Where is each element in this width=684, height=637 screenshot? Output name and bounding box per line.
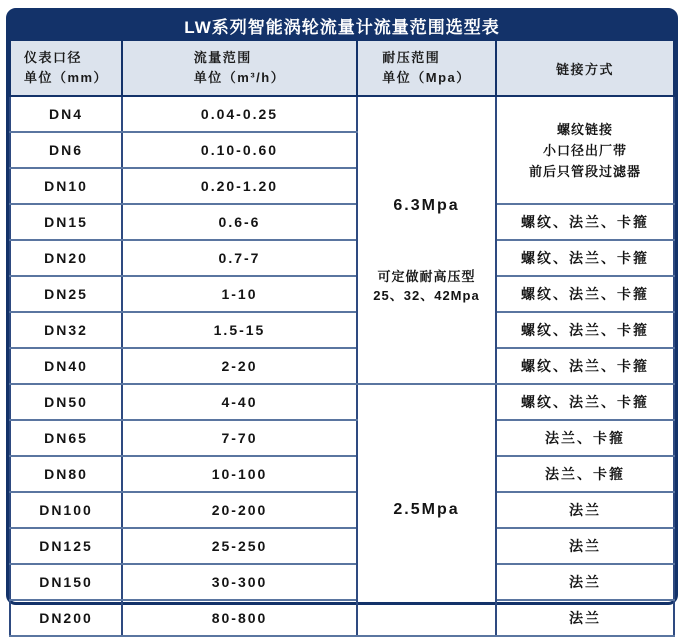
diameter-cell: DN200 (10, 600, 122, 636)
table-row (10, 600, 674, 636)
header-row (10, 40, 674, 96)
flow-range-cell: 10-100 (122, 456, 357, 492)
pressure-cell-low-group (357, 384, 496, 636)
connection-merged-line1: 螺纹链接 (556, 121, 613, 137)
table-row (10, 312, 674, 348)
diameter-cell: DN32 (10, 312, 122, 348)
col-header-connection-label: 链接方式 (555, 61, 614, 77)
diameter-cell: DN20 (10, 240, 122, 276)
diameter-cell: DN4 (10, 96, 122, 132)
connection-cell: 螺纹、法兰、卡箍 (496, 384, 674, 420)
flow-range-cell: 1-10 (122, 276, 357, 312)
col-header-connection (496, 40, 674, 96)
col-header-diameter-line2: 单位（mm） (23, 70, 109, 85)
flow-range-cell: 0.10-0.60 (122, 132, 357, 168)
diameter-cell: DN15 (10, 204, 122, 240)
table-row (10, 492, 674, 528)
col-header-diameter (10, 40, 122, 96)
table-row (10, 456, 674, 492)
table-row (10, 204, 674, 240)
diameter-cell: DN25 (10, 276, 122, 312)
page-title: LW系列智能涡轮流量计流量范围选型表 (9, 11, 675, 39)
connection-cell: 螺纹、法兰、卡箍 (496, 204, 674, 240)
flow-range-cell: 4-40 (122, 384, 357, 420)
pressure-note-line1: 可定做耐高压型 (377, 269, 476, 284)
flow-range-cell: 7-70 (122, 420, 357, 456)
table-row (10, 384, 674, 420)
connection-cell: 法兰 (496, 492, 674, 528)
diameter-cell: DN65 (10, 420, 122, 456)
connection-cell: 螺纹、法兰、卡箍 (496, 276, 674, 312)
pressure-note-line2: 25、32、42Mpa (373, 288, 480, 303)
diameter-cell: DN40 (10, 348, 122, 384)
flow-range-cell: 0.20-1.20 (122, 168, 357, 204)
connection-merged-line2: 小口径出厂带 (542, 142, 627, 158)
flow-range-cell: 25-250 (122, 528, 357, 564)
diameter-cell: DN10 (10, 168, 122, 204)
table-row (10, 240, 674, 276)
col-header-pressure-line1: 耐压范围 (382, 50, 441, 65)
diameter-cell: DN125 (10, 528, 122, 564)
connection-cell: 法兰、卡箍 (496, 420, 674, 456)
flow-range-cell: 80-800 (122, 600, 357, 636)
flow-range-cell: 0.6-6 (122, 204, 357, 240)
diameter-cell: DN150 (10, 564, 122, 600)
connection-cell: 螺纹、法兰、卡箍 (496, 348, 674, 384)
col-header-flow-range (122, 40, 357, 96)
table-row (10, 276, 674, 312)
pressure-value: 6.3Mpa (393, 197, 460, 214)
table-row (10, 564, 674, 600)
col-header-flow-line1: 流量范围 (193, 50, 252, 65)
col-header-flow-line2: 单位（m³/h） (193, 70, 286, 85)
connection-cell: 法兰 (496, 600, 674, 636)
diameter-cell: DN50 (10, 384, 122, 420)
table-row (10, 96, 674, 132)
connection-cell: 法兰 (496, 528, 674, 564)
table-row (10, 420, 674, 456)
flow-range-cell: 0.04-0.25 (122, 96, 357, 132)
diameter-cell: DN100 (10, 492, 122, 528)
table-row (10, 348, 674, 384)
connection-merged-line3: 前后只管段过滤器 (528, 163, 641, 179)
connection-cell: 法兰 (496, 564, 674, 600)
diameter-cell: DN6 (10, 132, 122, 168)
col-header-diameter-line1: 仪表口径 (23, 50, 82, 65)
connection-cell-merged (496, 96, 674, 204)
pressure-cell-high-group (357, 96, 496, 384)
flow-range-cell: 2-20 (122, 348, 357, 384)
col-header-pressure-line2: 单位（Mpa） (382, 70, 471, 85)
flow-range-cell: 30-300 (122, 564, 357, 600)
diameter-cell: DN80 (10, 456, 122, 492)
flow-range-cell: 20-200 (122, 492, 357, 528)
pressure-value: 2.5Mpa (393, 501, 460, 518)
flow-range-cell: 0.7-7 (122, 240, 357, 276)
connection-cell: 螺纹、法兰、卡箍 (496, 312, 674, 348)
flow-range-cell: 1.5-15 (122, 312, 357, 348)
table-row (10, 528, 674, 564)
connection-cell: 螺纹、法兰、卡箍 (496, 240, 674, 276)
connection-cell: 法兰、卡箍 (496, 456, 674, 492)
spec-table-card (6, 8, 678, 626)
spec-table (9, 39, 675, 637)
col-header-pressure (357, 40, 496, 96)
